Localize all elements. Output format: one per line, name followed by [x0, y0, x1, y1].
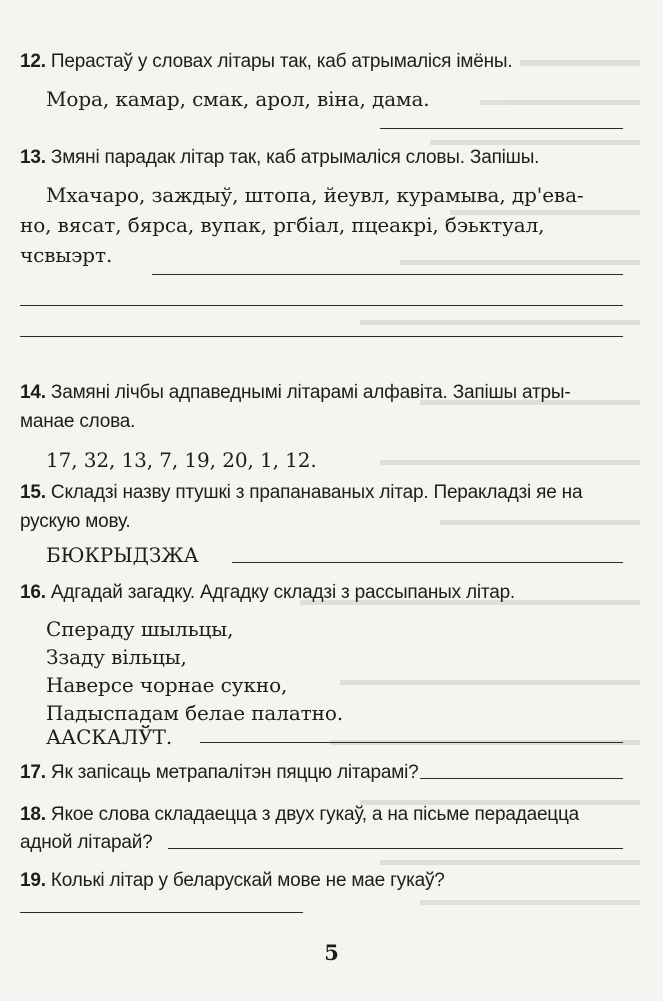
riddle-line-4: Падыспадам белае палатно.: [46, 701, 344, 725]
task-15-instruction-cont: рускую мову.: [20, 511, 131, 532]
task-number: 14.: [20, 382, 46, 403]
task-number: 15.: [20, 482, 46, 503]
riddle-line-1: Спераду шыльцы,: [46, 617, 234, 641]
page-number: 5: [324, 940, 339, 965]
riddle-line-2: Ззаду вільцы,: [46, 645, 187, 669]
answer-line[interactable]: [420, 778, 623, 779]
task-instruction: Адгадай загадку. Адгадку складзі з рассыпаных літар.: [50, 582, 516, 603]
riddle-line-3: Наверсе чорнае сукно,: [46, 673, 288, 697]
answer-line[interactable]: [20, 336, 623, 337]
task-14: [20, 378, 623, 407]
task-number: 16.: [20, 582, 46, 603]
task-14-numbers: 17, 32, 13, 7, 19, 20, 1, 12.: [46, 448, 317, 472]
answer-line[interactable]: [200, 742, 623, 743]
answer-line[interactable]: [20, 305, 623, 306]
answer-line[interactable]: [20, 912, 303, 913]
task-number: 12.: [20, 51, 46, 72]
answer-line[interactable]: [168, 848, 623, 849]
task-16-letters: ААСКАЛЎТ.: [46, 725, 173, 749]
task-number: 18.: [20, 804, 46, 825]
task-instruction: Колькі літар у беларускай мове не мае гукаў?: [50, 870, 445, 891]
task-instruction: Якое слова складаецца з двух гукаў, а на пісьме перадаецца: [50, 804, 580, 825]
task-instruction: Перастаў у словах літары так, каб атрымаліся імёны.: [50, 51, 513, 72]
answer-line[interactable]: [152, 274, 623, 275]
answer-line[interactable]: [380, 128, 623, 129]
answer-line[interactable]: [232, 562, 623, 563]
task-number: 19.: [20, 870, 46, 891]
task-instruction: Як запісаць метрапалітэн пяццю літарамі?: [50, 762, 419, 783]
task-16: [20, 578, 623, 607]
task-instruction: Складзі назву птушкі з прапанаваных літар. Перакладзі яе на: [50, 482, 583, 503]
task-instruction: Замяні лічбы адпаведнымі літарамі алфавіта. Запішы атры-: [50, 382, 571, 403]
task-13-line-2: но, вясат, бярса, вупак, ргбіал, пцеакрі, бэьктуал,: [20, 213, 545, 237]
task-number: 13.: [20, 147, 46, 168]
task-18: [20, 800, 623, 829]
task-instruction: Змяні парадак літар так, каб атрымаліся словы. Запішы.: [50, 147, 540, 168]
task-19: [20, 866, 623, 895]
task-12-words: Мора, камар, смак, арол, віна, дама.: [46, 87, 430, 111]
task-number: 17.: [20, 762, 46, 783]
task-14-instruction-cont: манае слова.: [20, 411, 136, 432]
task-13: [20, 143, 623, 172]
task-18-instruction-cont: адной літарай?: [20, 832, 153, 853]
task-13-line-1: Мхачаро, заждыў, штопа, йеувл, курамыва, др'ева-: [46, 183, 584, 207]
task-13-line-3: чсвыэрт.: [20, 243, 113, 267]
task-15-letters: БЮКРЫДЗЖА: [46, 543, 199, 567]
task-12: [20, 47, 623, 76]
task-15: [20, 478, 623, 507]
task-17: [20, 758, 623, 787]
